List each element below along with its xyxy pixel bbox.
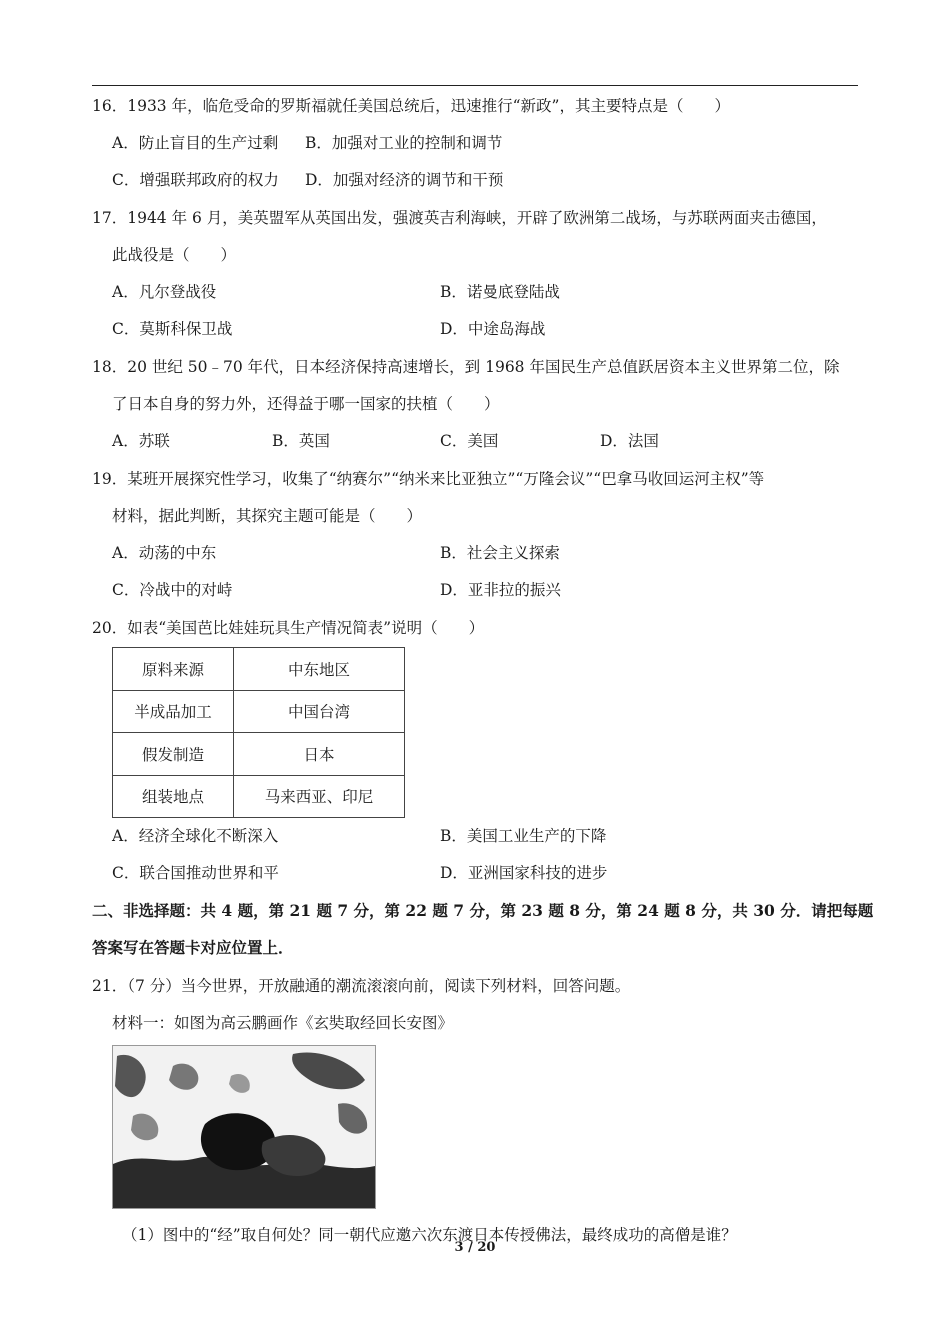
q16-option-c: C．增强联邦政府的权力 [112,171,279,189]
barbie-production-table [112,647,405,818]
header-rule [92,85,858,86]
q20-option-d: D．亚洲国家科技的进步 [440,864,608,882]
q17-stem-line1: 17．1944 年 6 月，美英盟军从英国出发，强渡英吉利海峡，开辟了欧洲第二战场，与苏联两面夹击德国， [92,209,827,227]
q18-stem-line1: 18．20 世纪 50﹣70 年代，日本经济保持高速增长，到 1968 年国民生产总值跃居资本主义世界第二位，除 [92,358,840,376]
section2-heading-line2: 答案写在答题卡对应位置上． [92,938,294,957]
q19-stem-line2: 材料，据此判断，其探究主题可能是（ ） [112,507,423,525]
table-row [113,775,405,818]
table-cell: 原料来源 [113,648,234,691]
page-number: 3 / 20 [454,1240,496,1255]
q18-option-b: B．英国 [272,432,330,450]
q17-option-a: A．凡尔登战役 [112,283,217,301]
q20-option-a: A．经济全球化不断深入 [112,827,279,845]
xuanzang-painting-image [112,1045,376,1209]
q21-stem: 21．（7 分）当今世界，开放融通的潮流滚滚向前，阅读下列材料，回答问题。 [92,977,631,995]
table-cell: 中国台湾 [234,690,405,733]
table-cell: 中东地区 [234,648,405,691]
table-cell: 日本 [234,733,405,776]
q18-option-d: D．法国 [600,432,659,450]
q19-stem-line1: 19．某班开展探究性学习，收集了“纳赛尔”“纳米来比亚独立”“万隆会议”“巴拿马收回运河主权”等 [92,470,765,488]
q16-stem: 16．1933 年，临危受命的罗斯福就任美国总统后，迅速推行“新政”，其主要特点是（ ） [92,97,730,115]
q19-option-c: C．冷战中的对峙 [112,581,233,599]
table-cell: 组装地点 [113,775,234,818]
table-cell: 马来西亚、印尼 [234,775,405,818]
table-cell: 假发制造 [113,733,234,776]
q20-option-c: C．联合国推动世界和平 [112,864,279,882]
table-row [113,733,405,776]
q19-option-d: D．亚非拉的振兴 [440,581,561,599]
q19-option-a: A．动荡的中东 [112,544,217,562]
q19-option-b: B．社会主义探索 [440,544,560,562]
q18-option-c: C．美国 [440,432,499,450]
q17-option-d: D．中途岛海战 [440,320,546,338]
q18-option-a: A．苏联 [112,432,170,450]
q16-option-a: A．防止盲目的生产过剩 [112,134,279,152]
q16-option-d: D．加强对经济的调节和干预 [305,171,504,189]
q17-option-c: C．莫斯科保卫战 [112,320,233,338]
painting-illustration [113,1046,375,1208]
q18-stem-line2: 了日本自身的努力外，还得益于哪一国家的扶植（ ） [112,395,500,413]
q21-subquestion-1: （1）图中的“经”取自何处？同一朝代应邀六次东渡日本传授佛法，最终成功的高僧是谁？ [122,1226,737,1244]
q20-stem: 20．如表“美国芭比娃娃玩具生产情况简表”说明（ ） [92,619,485,637]
q17-stem-line2: 此战役是（ ） [112,246,237,264]
q16-option-b: B．加强对工业的控制和调节 [305,134,503,152]
q17-option-b: B．诺曼底登陆战 [440,283,560,301]
q21-material1: 材料一：如图为高云鹏画作《玄奘取经回长安图》 [112,1014,454,1032]
section2-heading-line1: 二、非选择题：共 4 题，第 21 题 7 分，第 22 题 7 分，第 23 题 8 分，第 24 题 8 分，共 30 分．请把每题 [92,901,874,920]
table-row [113,648,405,691]
table-row [113,690,405,733]
table-cell: 半成品加工 [113,690,234,733]
q20-option-b: B．美国工业生产的下降 [440,827,607,845]
